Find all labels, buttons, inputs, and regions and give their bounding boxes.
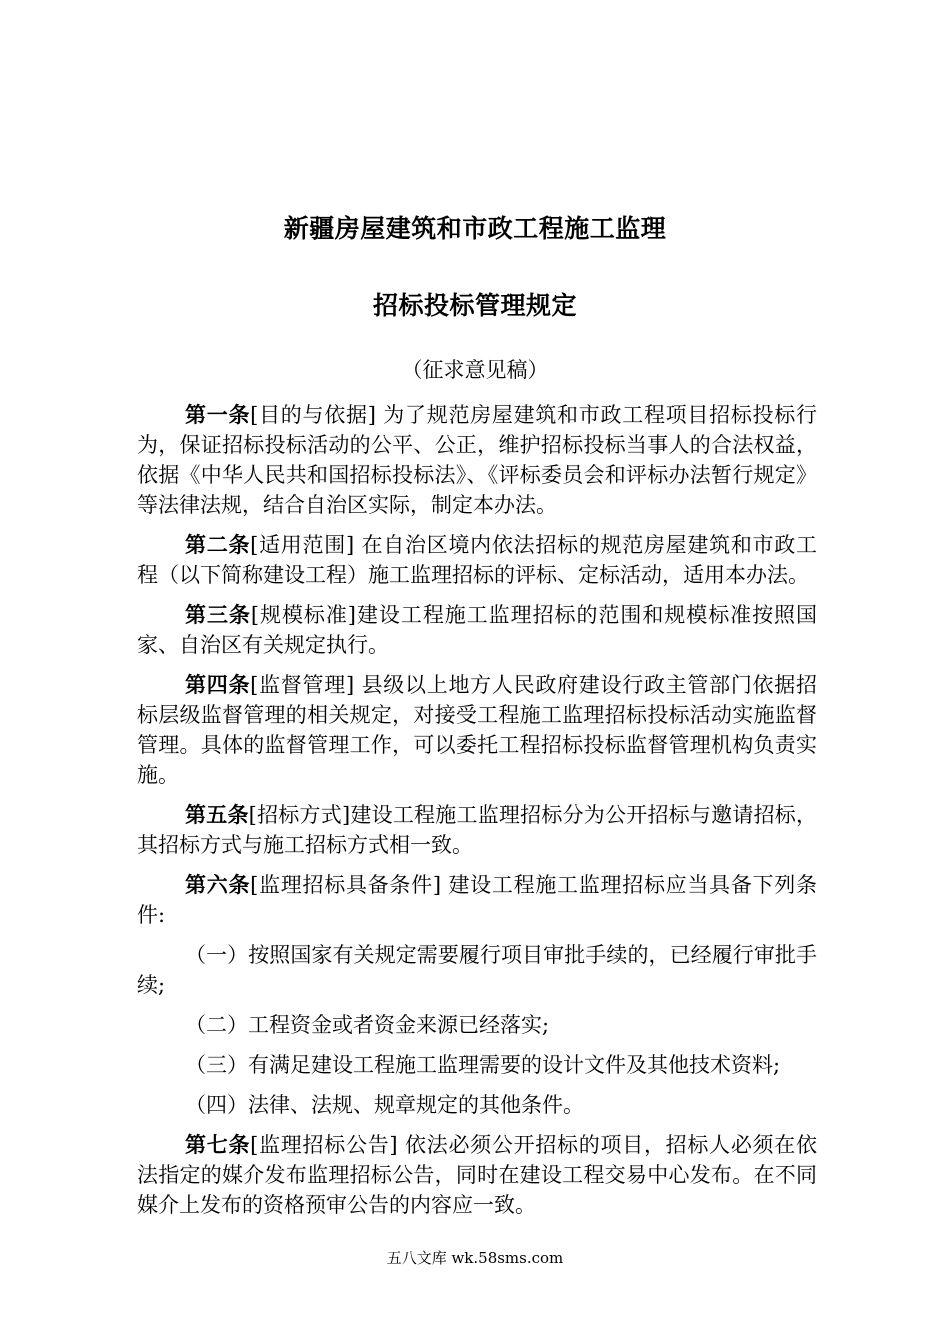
condition-item-1 [137,940,817,1000]
article-number: 第二条 [185,533,251,557]
article-3 [137,600,817,660]
article-text: [招标方式]建设工程施工监理招标分为公开招标与邀请招标，其招标方式与施工招标方式相一致。 [137,803,818,857]
article-number: 第一条 [185,403,251,427]
document-title-line1: 新疆房屋建筑和市政工程施工监理 [283,214,667,243]
condition-text: （一）按照国家有关规定需要履行项目审批手续的，已经履行审批手续; [137,943,817,997]
article-text: [目的与依据] 为了规范房屋建筑和市政工程项目招标投标行为，保证招标投标活动的公平、公正，维护招标投标当事人的合法权益，依据《中华人民共和国招标投标法》、《评标委员会和评标办法暂行规定》等法律法规，结合自治区实际，制定本办法。 [137,403,818,517]
article-text: [适用范围] 在自治区境内依法招标的规范房屋建筑和市政工程（以下简称建设工程）施工监理招标的评标、定标活动，适用本办法。 [137,533,818,587]
article-number: 第四条 [185,673,251,697]
article-number: 第五条 [185,803,249,827]
article-number: 第三条 [185,603,251,627]
condition-text: （四）法律、法规、规章规定的其他条件。 [185,1093,584,1117]
article-text: [监理招标具备条件] 建设工程施工监理招标应当具备下列条件: [137,873,818,927]
document-body [137,400,817,1230]
article-5 [137,800,817,860]
condition-item-2 [137,1010,817,1040]
article-text: [规模标准]建设工程施工监理招标的范围和规模标准按照国家、自治区有关规定执行。 [137,603,817,657]
article-7 [137,1130,817,1220]
article-6 [137,870,817,930]
article-text: [监督管理] 县级以上地方人民政府建设行政主管部门依据招标层级监督管理的相关规定，对接受工程施工监理招标投标活动实施监督管理。具体的监督管理工作，可以委托工程招标投标监督管理机构负责实施。 [137,673,818,787]
condition-text: （二）工程资金或者资金来源已经落实; [185,1013,550,1037]
document-subtitle: （征求意见稿） [401,358,549,382]
footer-watermark-text: 五八文库 wk.58sms.com [386,1249,564,1267]
article-number: 第七条 [185,1133,251,1157]
article-text: [监理招标公告] 依法必须公开招标的项目，招标人必须在依法指定的媒介发布监理招标公告，同时在建设工程交易中心发布。在不同媒介上发布的资格预审公告的内容应一致。 [137,1133,818,1217]
document-title-line2: 招标投标管理规定 [372,291,577,320]
condition-item-4 [137,1090,817,1120]
article-1 [137,400,817,520]
article-number: 第六条 [185,873,251,897]
article-4 [137,670,817,790]
article-2 [137,530,817,590]
condition-item-3 [137,1050,817,1080]
condition-text: （三）有满足建设工程施工监理需要的设计文件及其他技术资料; [185,1053,781,1077]
